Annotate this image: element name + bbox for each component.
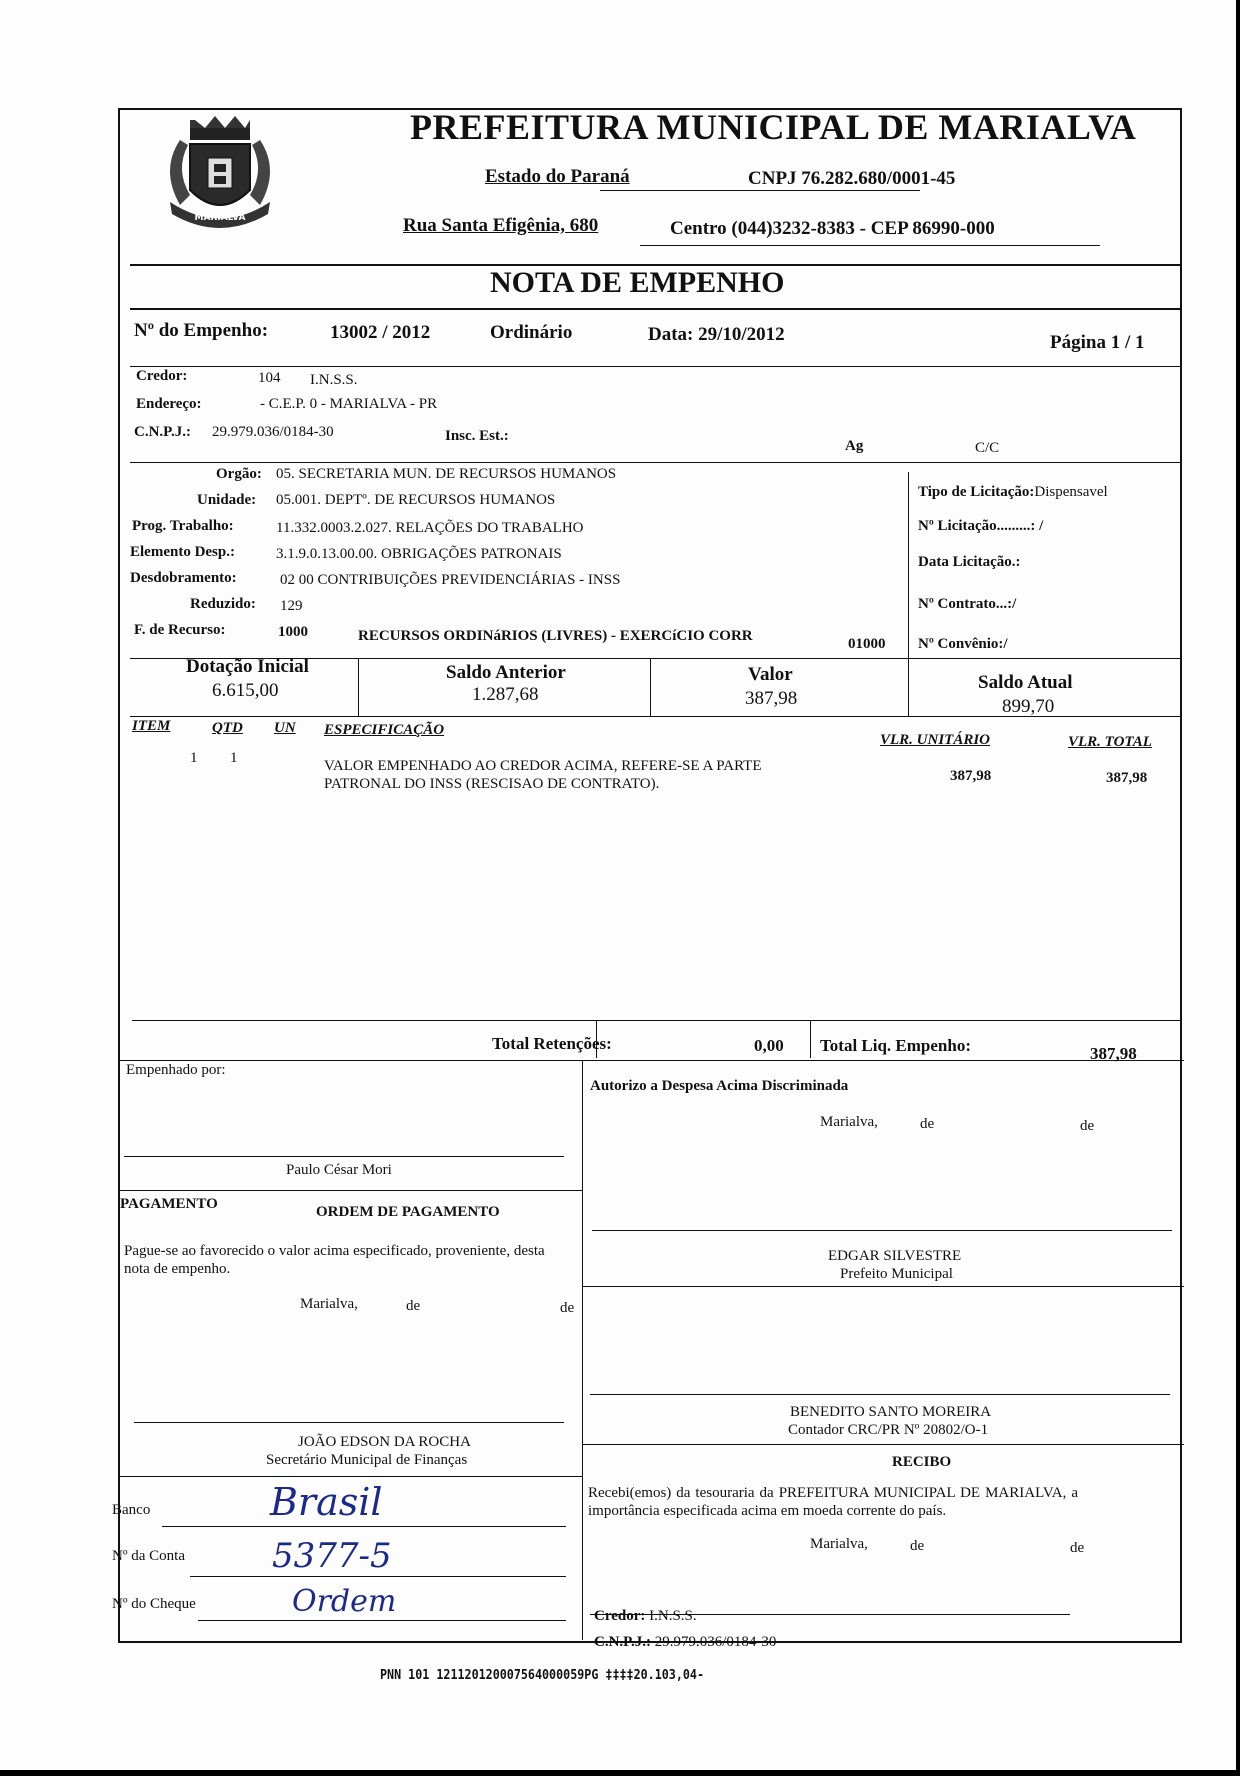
retencoes-value: 0,00	[754, 1036, 784, 1055]
prog-value: 11.332.0003.2.027. RELAÇÕES DO TRABALHO	[276, 520, 584, 536]
recibo-place: Marialva,	[810, 1536, 868, 1552]
pagamento-text: Pague-se ao favorecido o valor acima especificado, proveniente, desta nota de empenho.	[124, 1243, 545, 1277]
autorizo-label: Autorizo a Despesa Acima Discriminada	[590, 1078, 849, 1094]
reduzido-value: 129	[280, 598, 303, 614]
cheque-label: Nº do Cheque	[112, 1596, 196, 1612]
pagamento-label: PAGAMENTO	[120, 1196, 218, 1212]
recibo-title: RECIBO	[892, 1454, 952, 1470]
pagamento-place: Marialva,	[300, 1296, 358, 1312]
cnpj-label: C.N.P.J.:	[134, 424, 191, 440]
dotacao-label: Dotação Inicial	[186, 656, 309, 677]
banco-label: Banco	[112, 1502, 151, 1518]
cnpj-value: 29.979.036/0184-30	[212, 424, 334, 440]
fonte-label: F. de Recurso:	[134, 622, 226, 638]
municipal-crest-icon	[150, 110, 290, 240]
recibo-cnpj	[594, 1634, 776, 1651]
state-label: Estado do Paraná	[485, 166, 630, 187]
col-total-header: VLR. TOTAL	[1068, 734, 1152, 750]
elemento-label: Elemento Desp.:	[130, 544, 235, 560]
recibo-de2: de	[1070, 1540, 1085, 1556]
nota-empenho-form	[112, 107, 1182, 1650]
document-footer-code: PNN 101 121120120007564000059PG ‡‡‡‡20.103,04-	[380, 1668, 705, 1683]
recibo-credor	[594, 1608, 697, 1625]
insc-label: Insc. Est.:	[445, 428, 509, 444]
crest-ribbon-text: MARIALVA	[194, 213, 246, 223]
unidade-label: Unidade:	[197, 492, 257, 508]
cnpj-header: CNPJ 76.282.680/0001-45	[748, 168, 956, 189]
row-unit-value: 387,98	[950, 768, 992, 784]
ag-label: Ag	[845, 438, 864, 454]
saldo-anterior-value: 1.287,68	[472, 684, 539, 705]
elemento-value: 3.1.9.0.13.00.00. OBRIGAÇÕES PATRONAIS	[276, 546, 562, 562]
empenho-label: Nº do Empenho:	[134, 320, 269, 341]
valor-label: Valor	[748, 664, 793, 685]
col-spec-header: ESPECIFICAÇÃO	[324, 722, 445, 738]
desdob-label: Desdobramento:	[130, 570, 237, 586]
convenio-number: Nº Convênio:/	[918, 636, 1008, 652]
saldo-anterior-label: Saldo Anterior	[446, 662, 566, 683]
cheque-signature: Ordem	[292, 1584, 397, 1619]
dotacao-value: 6.615,00	[212, 680, 279, 701]
fonte-num: 01000	[848, 636, 886, 652]
endereco-value: - C.E.P. 0 - MARIALVA - PR	[260, 396, 438, 412]
empenho-number: 13002 / 2012	[330, 322, 431, 343]
page-number: Página 1 / 1	[1050, 332, 1145, 353]
col-item-header: ITEM	[132, 718, 171, 734]
ordem-pagamento-label: ORDEM DE PAGAMENTO	[316, 1204, 500, 1220]
pagamento-de2: de	[560, 1300, 575, 1316]
contador-name: BENEDITO SANTO MOREIRA	[790, 1404, 992, 1420]
prefeito-role: Prefeito Municipal	[840, 1266, 953, 1282]
prefeito-name: EDGAR SILVESTRE	[828, 1248, 962, 1264]
col-unit-header: VLR. UNITÁRIO	[880, 732, 991, 748]
autorizo-de2: de	[1080, 1118, 1095, 1134]
retencoes-label: Total Retenções:	[492, 1034, 612, 1053]
empenhado-label: Empenhado por:	[126, 1062, 226, 1078]
licitacao-number: Nº Licitação.........: /	[918, 518, 1044, 534]
autorizo-place: Marialva,	[820, 1114, 878, 1130]
autorizo-de1: de	[920, 1116, 935, 1132]
secretario-role: Secretário Municipal de Finanças	[266, 1452, 468, 1468]
tipo-licitacao-label	[918, 484, 1108, 501]
row-spec-line1: VALOR EMPENHADO AO CREDOR ACIMA, REFERE-SE A PARTE	[324, 758, 762, 774]
secretario-name: JOÃO EDSON DA ROCHA	[298, 1434, 471, 1450]
pagamento-de1: de	[406, 1298, 421, 1314]
desdob-value: 02 00 CONTRIBUIÇÕES PREVIDENCIÁRIAS - INSS	[280, 572, 621, 588]
page-title: PREFEITURA MUNICIPAL DE MARIALVA	[410, 107, 1137, 147]
empenho-type: Ordinário	[490, 322, 573, 343]
empenho-date: Data: 29/10/2012	[648, 324, 785, 345]
credor-name: I.N.S.S.	[310, 372, 358, 388]
col-un-header: UN	[274, 720, 296, 736]
recibo-de1: de	[910, 1538, 925, 1554]
tipo-licitacao-caption: Tipo de Licitação:	[918, 484, 1035, 500]
conta-signature: 5377-5	[272, 1536, 392, 1576]
address-label: Rua Santa Efigênia, 680	[403, 215, 599, 236]
recibo-credor-value: I.N.S.S.	[649, 1608, 697, 1624]
saldo-atual-label: Saldo Atual	[978, 672, 1073, 693]
unidade-value: 05.001. DEPTº. DE RECURSOS HUMANOS	[276, 492, 556, 508]
orgao-value: 05. SECRETARIA MUN. DE RECURSOS HUMANOS	[276, 466, 617, 482]
prog-label: Prog. Trabalho:	[132, 518, 234, 534]
valor-value: 387,98	[745, 688, 798, 709]
empenhado-name: Paulo César Mori	[286, 1162, 392, 1178]
doc-title: NOTA DE EMPENHO	[490, 266, 785, 299]
licitacao-date: Data Licitação.:	[918, 554, 1021, 570]
recibo-cnpj-value: 29.979.036/0184-30	[654, 1634, 777, 1650]
banco-signature: Brasil	[270, 1480, 383, 1524]
reduzido-label: Reduzido:	[190, 596, 256, 612]
col-qtd-header: QTD	[212, 720, 243, 736]
fonte-desc: RECURSOS ORDINáRIOS (LIVRES) - EXERCíCIO CORR	[358, 628, 753, 644]
cc-label: C/C	[975, 440, 1000, 456]
credor-label: Credor:	[136, 368, 188, 384]
recibo-text: Recebi(emos) da tesouraria da PREFEITURA MUNICIPAL DE MARIALVA, a importância especificada acima em moeda corrente do país.	[588, 1485, 1078, 1519]
row-spec-line2: PATRONAL DO INSS (RESCISAO DE CONTRATO).	[324, 776, 660, 792]
liquido-label: Total Liq. Empenho:	[820, 1036, 971, 1055]
tipo-licitacao-value: Dispensavel	[1034, 484, 1108, 500]
credor-code: 104	[258, 370, 281, 386]
saldo-atual-value: 899,70	[1002, 696, 1055, 717]
contrato-number: Nº Contrato...:/	[918, 596, 1017, 612]
recibo-credor-label: Credor:	[594, 1608, 646, 1624]
fonte-code: 1000	[278, 624, 308, 640]
liquido-value: 387,98	[1090, 1044, 1137, 1063]
row-qtd: 1	[230, 750, 238, 766]
contact-label: Centro (044)3232-8383 - CEP 86990-000	[670, 218, 995, 239]
contador-role: Contador CRC/PR Nº 20802/O-1	[788, 1422, 989, 1438]
recibo-cnpj-label: C.N.P.J.:	[594, 1634, 651, 1650]
row-total-value: 387,98	[1106, 770, 1148, 786]
endereco-label: Endereço:	[136, 396, 202, 412]
conta-label: Nº da Conta	[112, 1548, 185, 1564]
orgao-label: Orgão:	[216, 466, 262, 482]
row-item: 1	[190, 750, 198, 766]
